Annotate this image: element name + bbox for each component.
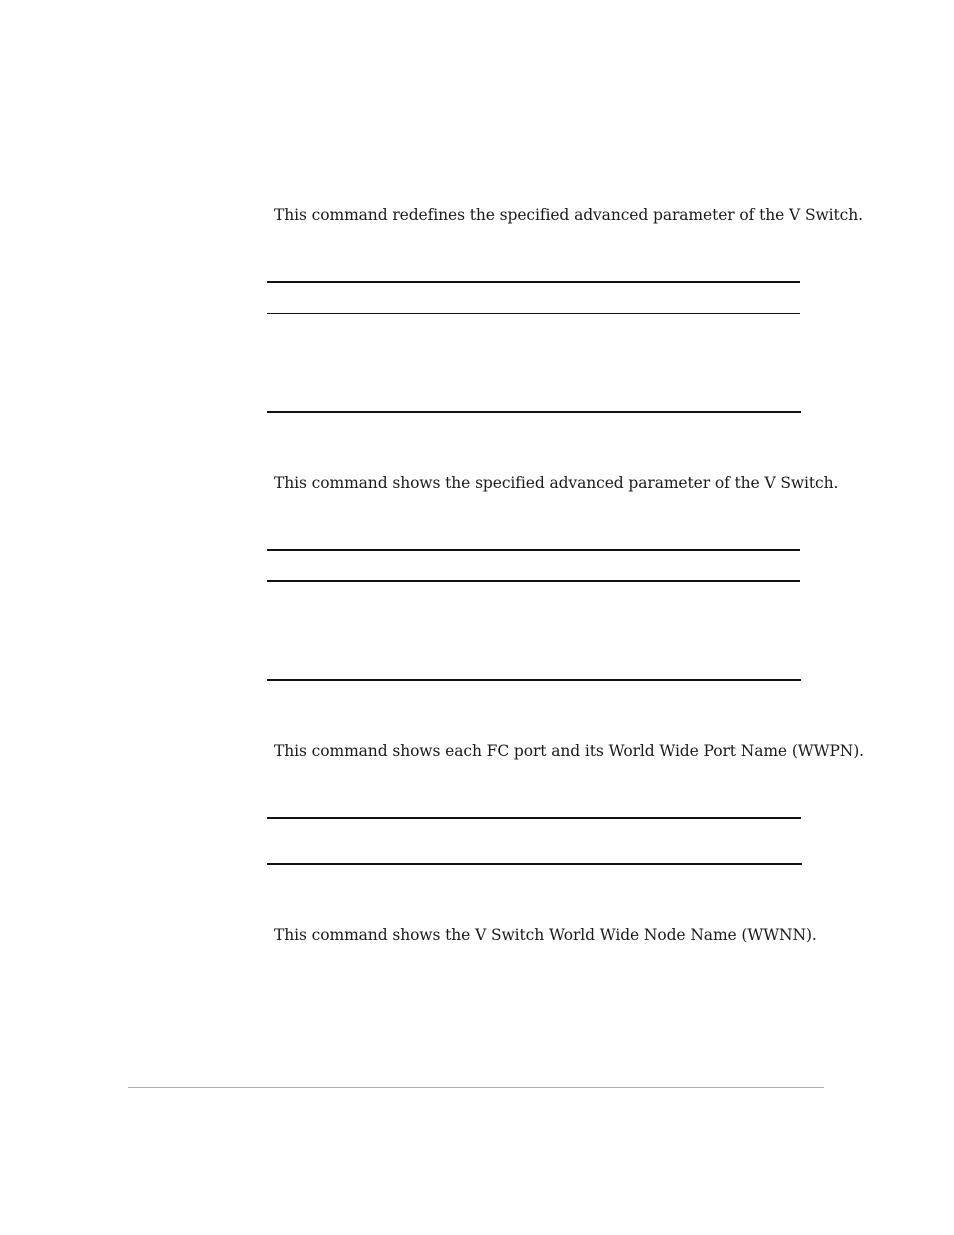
section-1-table-top-rule: [267, 281, 800, 283]
section-3-description: This command shows each FC port and its World Wide Port Name (WWPN).: [274, 742, 865, 760]
section-1-table-bottom-rule: [267, 411, 801, 413]
section-1-table-header-rule: [267, 313, 800, 314]
section-3-table-top-rule: [267, 817, 801, 819]
section-2-table-top-rule: [267, 549, 800, 551]
section-3-table-bottom-rule: [267, 863, 802, 865]
section-1-description: This command redefines the specified advanced parameter of the V Switch.: [274, 206, 863, 224]
section-4-description: This command shows the V Switch World Wide Node Name (WWNN).: [274, 926, 817, 944]
section-2-table-header-rule: [267, 580, 800, 582]
section-2-table-bottom-rule: [267, 679, 801, 681]
section-2-description: This command shows the specified advanced parameter of the V Switch.: [274, 474, 839, 492]
footer-rule: [128, 1087, 824, 1088]
